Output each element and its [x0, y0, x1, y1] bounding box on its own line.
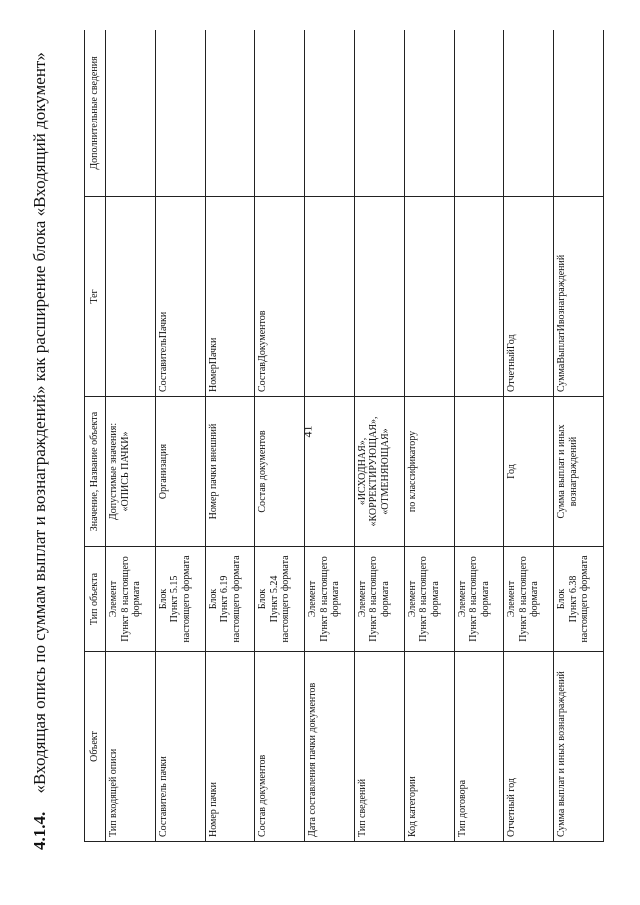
cell-object-type: Элемент Пункт 8 настоящего формата	[504, 547, 554, 652]
cell-object: Тип договора	[454, 652, 504, 842]
rotated-table-frame	[84, 30, 604, 842]
cell-object-type: Блок Пункт 6.38 настоящего формата	[554, 547, 604, 652]
cell-additional-info	[454, 30, 504, 197]
cell-tag: ОтчетныйГод	[504, 197, 554, 397]
cell-tag: СоставДокументов	[255, 197, 305, 397]
cell-object: Отчетный год	[504, 652, 554, 842]
cell-object: Дата составления пачки документов	[305, 652, 355, 842]
cell-value-name: по классификатору	[404, 397, 454, 547]
cell-object-type: Блок Пункт 5.15 настоящего формата	[155, 547, 205, 652]
table-row	[155, 30, 205, 842]
table-row	[255, 30, 305, 842]
cell-object-type: Элемент Пункт 8 настоящего формата	[106, 547, 156, 652]
header-additional-info: Дополнительные сведения	[85, 30, 106, 197]
table-row	[305, 30, 355, 842]
cell-object: Код категории	[404, 652, 454, 842]
cell-additional-info	[205, 30, 255, 197]
table-row	[504, 30, 554, 842]
cell-value-name: Состав документов	[255, 397, 305, 547]
header-value-name: Значение, Название объекта	[85, 397, 106, 547]
cell-tag	[305, 197, 355, 397]
cell-tag	[404, 197, 454, 397]
cell-object: Сумма выплат и иных вознаграждений	[554, 652, 604, 842]
table-row	[454, 30, 504, 842]
section-title: «Входящая опись по суммам выплат и вознаграждений» как расширение блока «Входящий документ»	[30, 52, 49, 794]
header-tag: Тег	[85, 197, 106, 397]
cell-additional-info	[106, 30, 156, 197]
cell-value-name: Организация	[155, 397, 205, 547]
cell-additional-info	[305, 30, 355, 197]
cell-tag	[354, 197, 404, 397]
cell-value-name	[454, 397, 504, 547]
page-number: 41	[300, 425, 315, 438]
header-object-type: Тип объекта	[85, 547, 106, 652]
cell-object-type: Элемент Пункт 8 настоящего формата	[354, 547, 404, 652]
cell-tag	[454, 197, 504, 397]
table-row	[354, 30, 404, 842]
cell-additional-info	[255, 30, 305, 197]
cell-tag	[106, 197, 156, 397]
table-header-row	[85, 30, 106, 842]
table-row	[205, 30, 255, 842]
cell-object: Состав документов	[255, 652, 305, 842]
cell-additional-info	[354, 30, 404, 197]
table-row	[404, 30, 454, 842]
cell-object: Тип сведений	[354, 652, 404, 842]
cell-value-name: «ИСХОДНАЯ», «КОРРЕКТИРУЮЩАЯ», «ОТМЕНЯЮЩАЯ»	[354, 397, 404, 547]
cell-value-name: Год	[504, 397, 554, 547]
cell-additional-info	[554, 30, 604, 197]
table-container	[84, 30, 604, 842]
cell-object-type: Элемент Пункт 8 настоящего формата	[305, 547, 355, 652]
cell-object: Тип входящей описи	[106, 652, 156, 842]
table-row	[554, 30, 604, 842]
cell-additional-info	[404, 30, 454, 197]
cell-object-type: Блок Пункт 5.24 настоящего формата	[255, 547, 305, 652]
cell-object: Составитель пачки	[155, 652, 205, 842]
cell-value-name: Номер пачки внешний	[205, 397, 255, 547]
spec-table	[84, 30, 604, 842]
cell-value-name	[305, 397, 355, 547]
table-row	[106, 30, 156, 842]
cell-additional-info	[504, 30, 554, 197]
cell-object-type: Блок Пункт 6.19 настоящего формата	[205, 547, 255, 652]
cell-object-type: Элемент Пункт 8 настоящего формата	[454, 547, 504, 652]
cell-object-type: Элемент Пункт 8 настоящего формата	[404, 547, 454, 652]
cell-tag: СоставительПачки	[155, 197, 205, 397]
cell-value-name: Допустимые значения: «ОПИСЬ ПАЧКИ»	[106, 397, 156, 547]
cell-value-name: Сумма выплат и иных вознаграждений	[554, 397, 604, 547]
section-number: 4.1.4.	[30, 811, 49, 850]
cell-object: Номер пачки	[205, 652, 255, 842]
cell-tag: СуммаВыплатИвознаграждений	[554, 197, 604, 397]
header-object: Объект	[85, 652, 106, 842]
cell-tag: НомерПачки	[205, 197, 255, 397]
section-heading	[30, 52, 50, 850]
cell-additional-info	[155, 30, 205, 197]
